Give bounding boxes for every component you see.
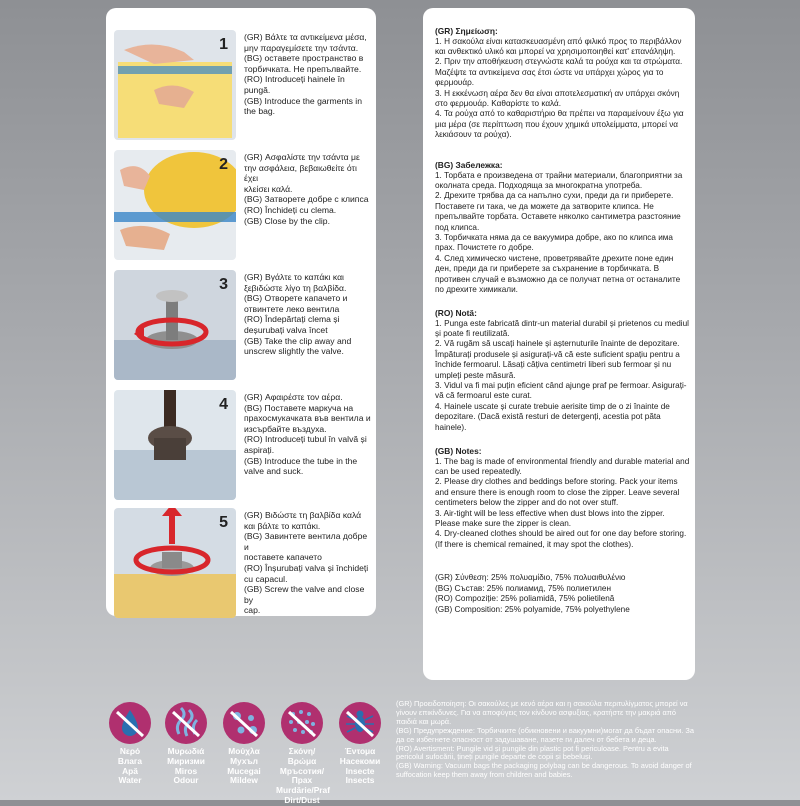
- notes-gb: [435, 446, 690, 550]
- odour-icon: [165, 702, 207, 744]
- step-number: 5: [219, 514, 228, 531]
- step-4-photo: [114, 390, 236, 500]
- note-item: 1. The bag is made of environmental friendly and durable material and can be used repeatedly.: [435, 456, 690, 476]
- material-line: (GB) Composition: 25% polyamide, 75% polyethylene: [435, 604, 630, 614]
- dirt-dust-protection: [276, 702, 328, 806]
- instructions-panel: [106, 8, 376, 616]
- step-5-photo: [114, 508, 236, 618]
- step-5: [114, 508, 372, 618]
- step-number: 1: [219, 36, 228, 53]
- note-item: 2. Πριν την αποθήκευση στεγνώστε καλά τα ρούχα και τα στρώματα. Μαζέψτε τα αντικείμενα σας έτσι ώστε να υπάρχει χώρος για το φερμουάρ.: [435, 57, 683, 88]
- insects-icon: [339, 702, 381, 744]
- step-4: [114, 390, 372, 500]
- notes-bg: [435, 160, 690, 295]
- icon-label: Μούχλα Мухъл Mucegai Mildew: [227, 746, 261, 786]
- note-item: 4. Hainele uscate și curate trebuie aerisite timp de o zi înainte de depozitare. (Dacă există resturi de detergenți, acestia pot păta hainele).: [435, 401, 670, 432]
- step-1-photo: [114, 30, 236, 140]
- notes-heading: (RO) Notă:: [435, 308, 477, 318]
- material-line: (GR) Σύνθεση: 25% πολυαμίδιο, 75% πολυαιθυλένιο: [435, 573, 626, 582]
- note-item: 2. Vă rugăm să uscați hainele și așternuturile înainte de depozitare. Împăturați produsele și asigurați-vă că este suficient spațiu pentru a închide fermoarul. Lăsați câțiva centimetri liberi sub fermoar și nu umpleți peste măsură.: [435, 339, 680, 380]
- step-text: (GR) Βγάλτε το καπάκι και ξεβιδώστε λίγο τη βαλβίδα. (BG) Отворете капачето и отвинтете леко вентила (RO) Îndepărtați clema și deșurubați valva încet (GB) Take the clip away and unscrew slightly the valve.: [244, 272, 352, 357]
- note-item: 4. Τα ρούχα από το καθαριστήριο θα πρέπει να παραμείνουν έξω για μια μέρα (σε περίπτωση που έχουν χημικά υπολείμματα, μπορεί να λεκιάσουν τα ρούχα).: [435, 109, 684, 140]
- step-3: [114, 270, 372, 380]
- warnings: [396, 700, 696, 780]
- notes-panel: [423, 8, 695, 680]
- note-item: 3. Η εκκένωση αέρα δεν θα είναι αποτελεσματική αν υπάρχει σκόνη στο φερμουάρ. Καθαρίστε το καλά.: [435, 88, 680, 109]
- note-item: 1. Η σακούλα είναι κατασκευασμένη από φιλικό προς το περιβάλλον και ανθεκτικό υλικό και μπορεί να χρησιμοποιηθεί κατ' επανάληψη.: [435, 36, 682, 56]
- step-text: (GR) Βάλτε τα αντικείμενα μέσα, μην παραγεμίσετε την τσάντα. (BG) оставете пространство в торбичката. Не препълвайте. (RO) Introduceți hainele în pungă. (GB) Introduce the garments in the bag.: [244, 32, 367, 117]
- note-item: 1. Торбата е произведена от трайни материали, благоприятни за околната среда. Подходяща за многократна употреба.: [435, 170, 683, 190]
- dirt-dust-icon: [281, 702, 323, 744]
- note-item: 3. Air-tight will be less effective when dust blows into the zipper. Please make sure the zipper is clean.: [435, 508, 665, 529]
- water-protection: [104, 702, 156, 786]
- step-number: 3: [219, 276, 228, 293]
- step-2-photo: [114, 150, 236, 260]
- step-text: (GR) Βιδώστε τη βαλβίδα καλά και βάλτε το καπάκι. (BG) Завинтете вентила добре и поставете капачето (RO) Înșurubați valva și închideți cu capacul. (GB) Screw the valve and close by cap.: [244, 510, 369, 616]
- warning-line: (RO) Avertisment: Pungile vid și pungile din plastic pot fi periculoase. Pentru a evita pericolul sufocării, țineți pungile departe de copii și bebeluși.: [396, 743, 669, 762]
- notes-heading: (BG) Забележка:: [435, 160, 503, 170]
- step-text: (GR) Αφαιρέστε τον αέρα. (BG) Поставете маркуча на прахосмукачката във вентила и изсърбайте въздуха. (RO) Introduceți tubul în valvă și aspirați. (GB) Introduce the tube in the valve and suck.: [244, 392, 371, 477]
- note-item: 3. Торбичката няма да се вакуумира добре, ако по клипса има прах. Почистете го добре.: [435, 233, 673, 253]
- icon-label: Έντομα Насекоми Insecte Insects: [339, 746, 381, 786]
- note-item: 4. Dry-cleaned clothes should be aired out for one day before storing. (If there is chemical remained, it may spot the clothes).: [435, 529, 687, 549]
- step-2: [114, 150, 372, 260]
- step-text: (GR) Ασφαλίστε την τσάντα με την ασφάλεια, βεβαιωθείτε ότι έχει κλείσει καλά. (BG) Затворете добре с клипса (RO) Închideți cu clema. (GB) Close by the clip.: [244, 152, 369, 226]
- material-line: (RO) Compoziție: 25% poliamidă, 75% polietilenă: [435, 594, 615, 604]
- water-icon: [109, 702, 151, 744]
- notes-ro: [435, 308, 690, 433]
- step-number: 4: [219, 396, 228, 413]
- insects-protection: [334, 702, 386, 786]
- note-item: 2. Дрехите трябва да са напълно сухи, преди да ги приберете. Поставете ги така, че да можете да затворите клипса. Не препълвайте торбата. Оставете няколко сантиметра разстояние под клипса.: [435, 191, 681, 232]
- note-item: 1. Punga este fabricată dintr-un material durabil și prietenos cu mediul și poate fi reutilizată.: [435, 318, 689, 338]
- odour-protection: [160, 702, 212, 786]
- warning-line: (GB) Warning: Vacuum bags the packaging polybag can be dangerous. To avoid danger of suffocation keep them away from children and babies.: [396, 761, 692, 780]
- material-line: (BG) Състав: 25% полиамид, 75% полиетилен: [435, 583, 611, 593]
- icon-label: Νερό Влага Apă Water: [117, 746, 143, 786]
- icon-label: Μυρωδιά Миризми Miros Odour: [167, 746, 205, 786]
- warning-line: (BG) Предупреждение: Торбичките (обикновени и вакуумни)могат да бъдат опасни. За да се избегнете опасност от задушаване, пазете ги далеч от бебета и деца.: [396, 725, 694, 744]
- step-number: 2: [219, 156, 228, 173]
- material-composition: [435, 573, 690, 615]
- note-item: 3. Vidul va fi mai puțin eficient când ajunge praf pe fermoar. Asigurați-vă că fermoarul este curat.: [435, 381, 687, 401]
- icon-label: Σκόνη/Βρώμα Мръсотия/Прах Murdărie/Praf Dirt/Dust: [276, 746, 330, 805]
- notes-heading: (GR) Σημείωση:: [435, 26, 498, 36]
- notes-gr: [435, 26, 690, 141]
- warning-line: (GR) Προειδοποίηση: Οι σακούλες με κενό αέρα και η σακούλα περιτυλίγματος μπορεί να γίνουν επικίνδυνες. Για να αποφύγεις τον κίνδυνο ασφυξίας, κρατήστε την μακριά από παιδιά και μωρά.: [396, 699, 688, 726]
- mildew-icon: [223, 702, 265, 744]
- step-1: [114, 30, 372, 140]
- notes-heading: (GB) Notes:: [435, 446, 482, 456]
- step-3-photo: [114, 270, 236, 380]
- note-item: 4. След химическо чистене, проветрявайте дрехите поне един ден, преди да ги приберете за съхранение в торбичката. В противен случай е възможно да се получат петна от останалите по дрехите химикали.: [435, 253, 681, 295]
- mildew-protection: [218, 702, 270, 786]
- note-item: 2. Please dry clothes and beddings before storing. Pack your items and ensure there is enough room to close the zipper. Leave several centimeters below the zipper and do not over stuff.: [435, 477, 680, 508]
